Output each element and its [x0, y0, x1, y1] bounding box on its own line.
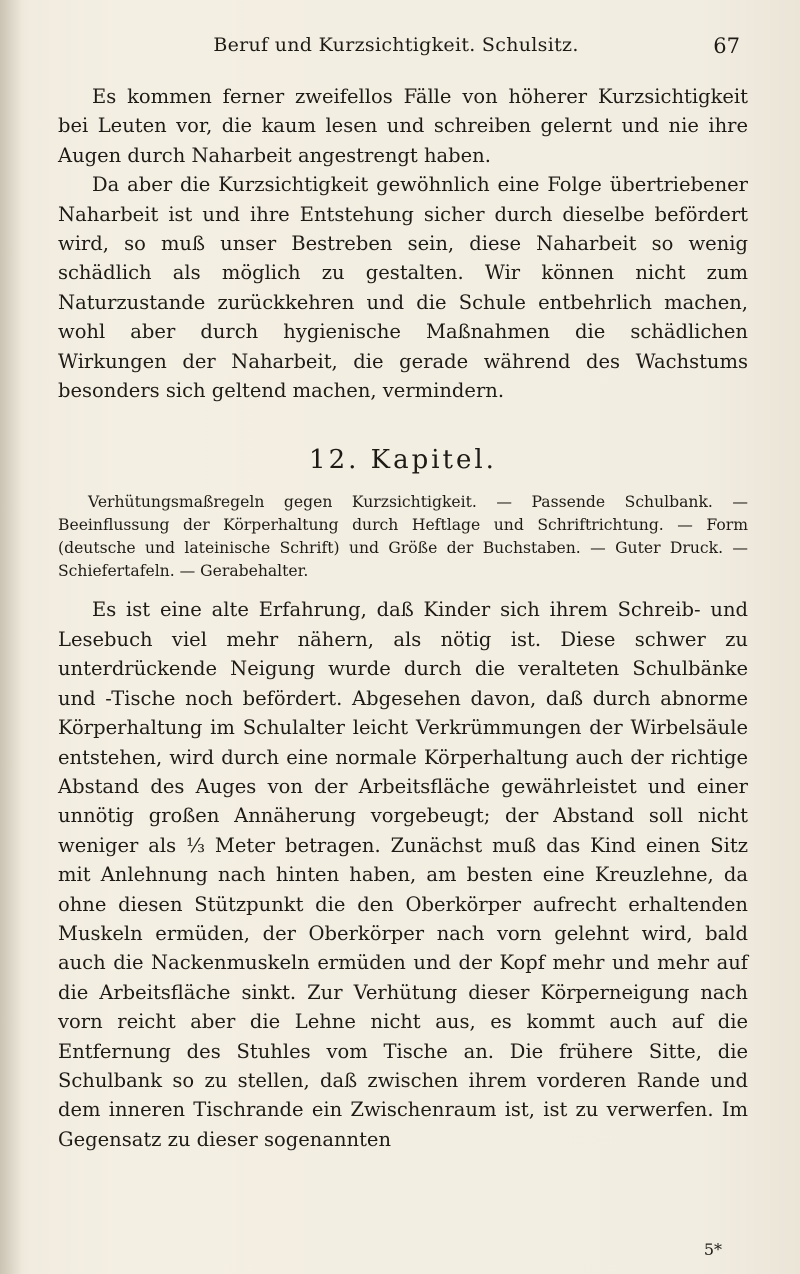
- paragraph-1: Es kommen ferner zweifellos Fälle von höherer Kurzsichtigkeit bei Leuten vor, die kaum lesen und schreiben gelernt und nie ihre Augen durch Naharbeit angestrengt haben.: [58, 85, 748, 167]
- chapter-summary: Verhütungsmaßregeln gegen Kurzsichtigkeit. — Passende Schulbank. — Beeinflussung der Körperhaltung durch Heftlage und Schriftrichtung. — Form (deutsche und lateinische Schrift) und Größe der Buchstaben. — Guter Druck. — Schiefertafeln. — Gerabehalter.: [58, 493, 748, 581]
- chapter-heading: 12. Kapitel.: [309, 445, 497, 476]
- paragraph-3: Es ist eine alte Erfahrung, daß Kinder sich ihrem Schreib- und Lesebuch viel mehr nähern, als nötig ist. Diese schwer zu unterdrückende Neigung wurde durch die veralteten Schulbänke und -Tische noch befördert. Abgesehen davon, daß durch abnorme Körperhaltung im Schulalter leicht Verkrümmungen der Wirbelsäule entstehen, wird durch eine normale Körperhaltung auch der richtige Abstand des Auges von der Arbeitsfläche gewährleistet und einer unnötig großen Annäherung vorgebeugt; der Abstand soll nicht weniger als ⅓ Meter betragen. Zunächst muß das Kind einen Sitz mit Anlehnung nach hinten haben, am besten eine Kreuzlehne, da ohne diesen Stützpunkt die den Oberkörper aufrecht erhaltenden Muskeln ermüden, der Oberkörper nach vorn gelehnt wird, bald auch die Nackenmuskeln ermüden und der Kopf mehr und mehr auf die Arbeitsfläche sinkt. Zur Verhütung dieser Körperneigung nach vorn reicht aber die Lehne nicht aus, es kommt auch auf die Entfernung des Stuhles vom Tische an. Die frühere Sitte, die Schulbank so zu stellen, daß zwischen ihrem vorderen Rande und dem inneren Tischrande ein Zwischenraum ist, ist zu verwerfen. Im Gegensatz zu dieser sogenannten: [58, 598, 748, 1151]
- running-head: Beruf und Kurzsichtigkeit. Schulsitz.: [213, 34, 579, 56]
- signature-mark: 5*: [703, 1240, 722, 1259]
- paragraph-2: Da aber die Kurzsichtigkeit gewöhnlich eine Folge übertriebener Naharbeit ist und ihre Entstehung sicher durch dieselbe befördert wird, so muß unser Bestreben sein, diese Naharbeit so wenig schädlich als möglich zu gestalten. Wir können nicht zum Naturzustande zurückkehren und die Schule entbehrlich machen, wohl aber durch hygienische Maßnahmen die schädlichen Wirkungen der Naharbeit, die gerade während des Wachstums besonders sich geltend machen, vermindern.: [58, 173, 748, 403]
- page-spine-shadow: [0, 0, 22, 1274]
- page-header: [52, 34, 740, 64]
- page-body: [58, 82, 748, 1154]
- page-number: 67: [713, 34, 740, 58]
